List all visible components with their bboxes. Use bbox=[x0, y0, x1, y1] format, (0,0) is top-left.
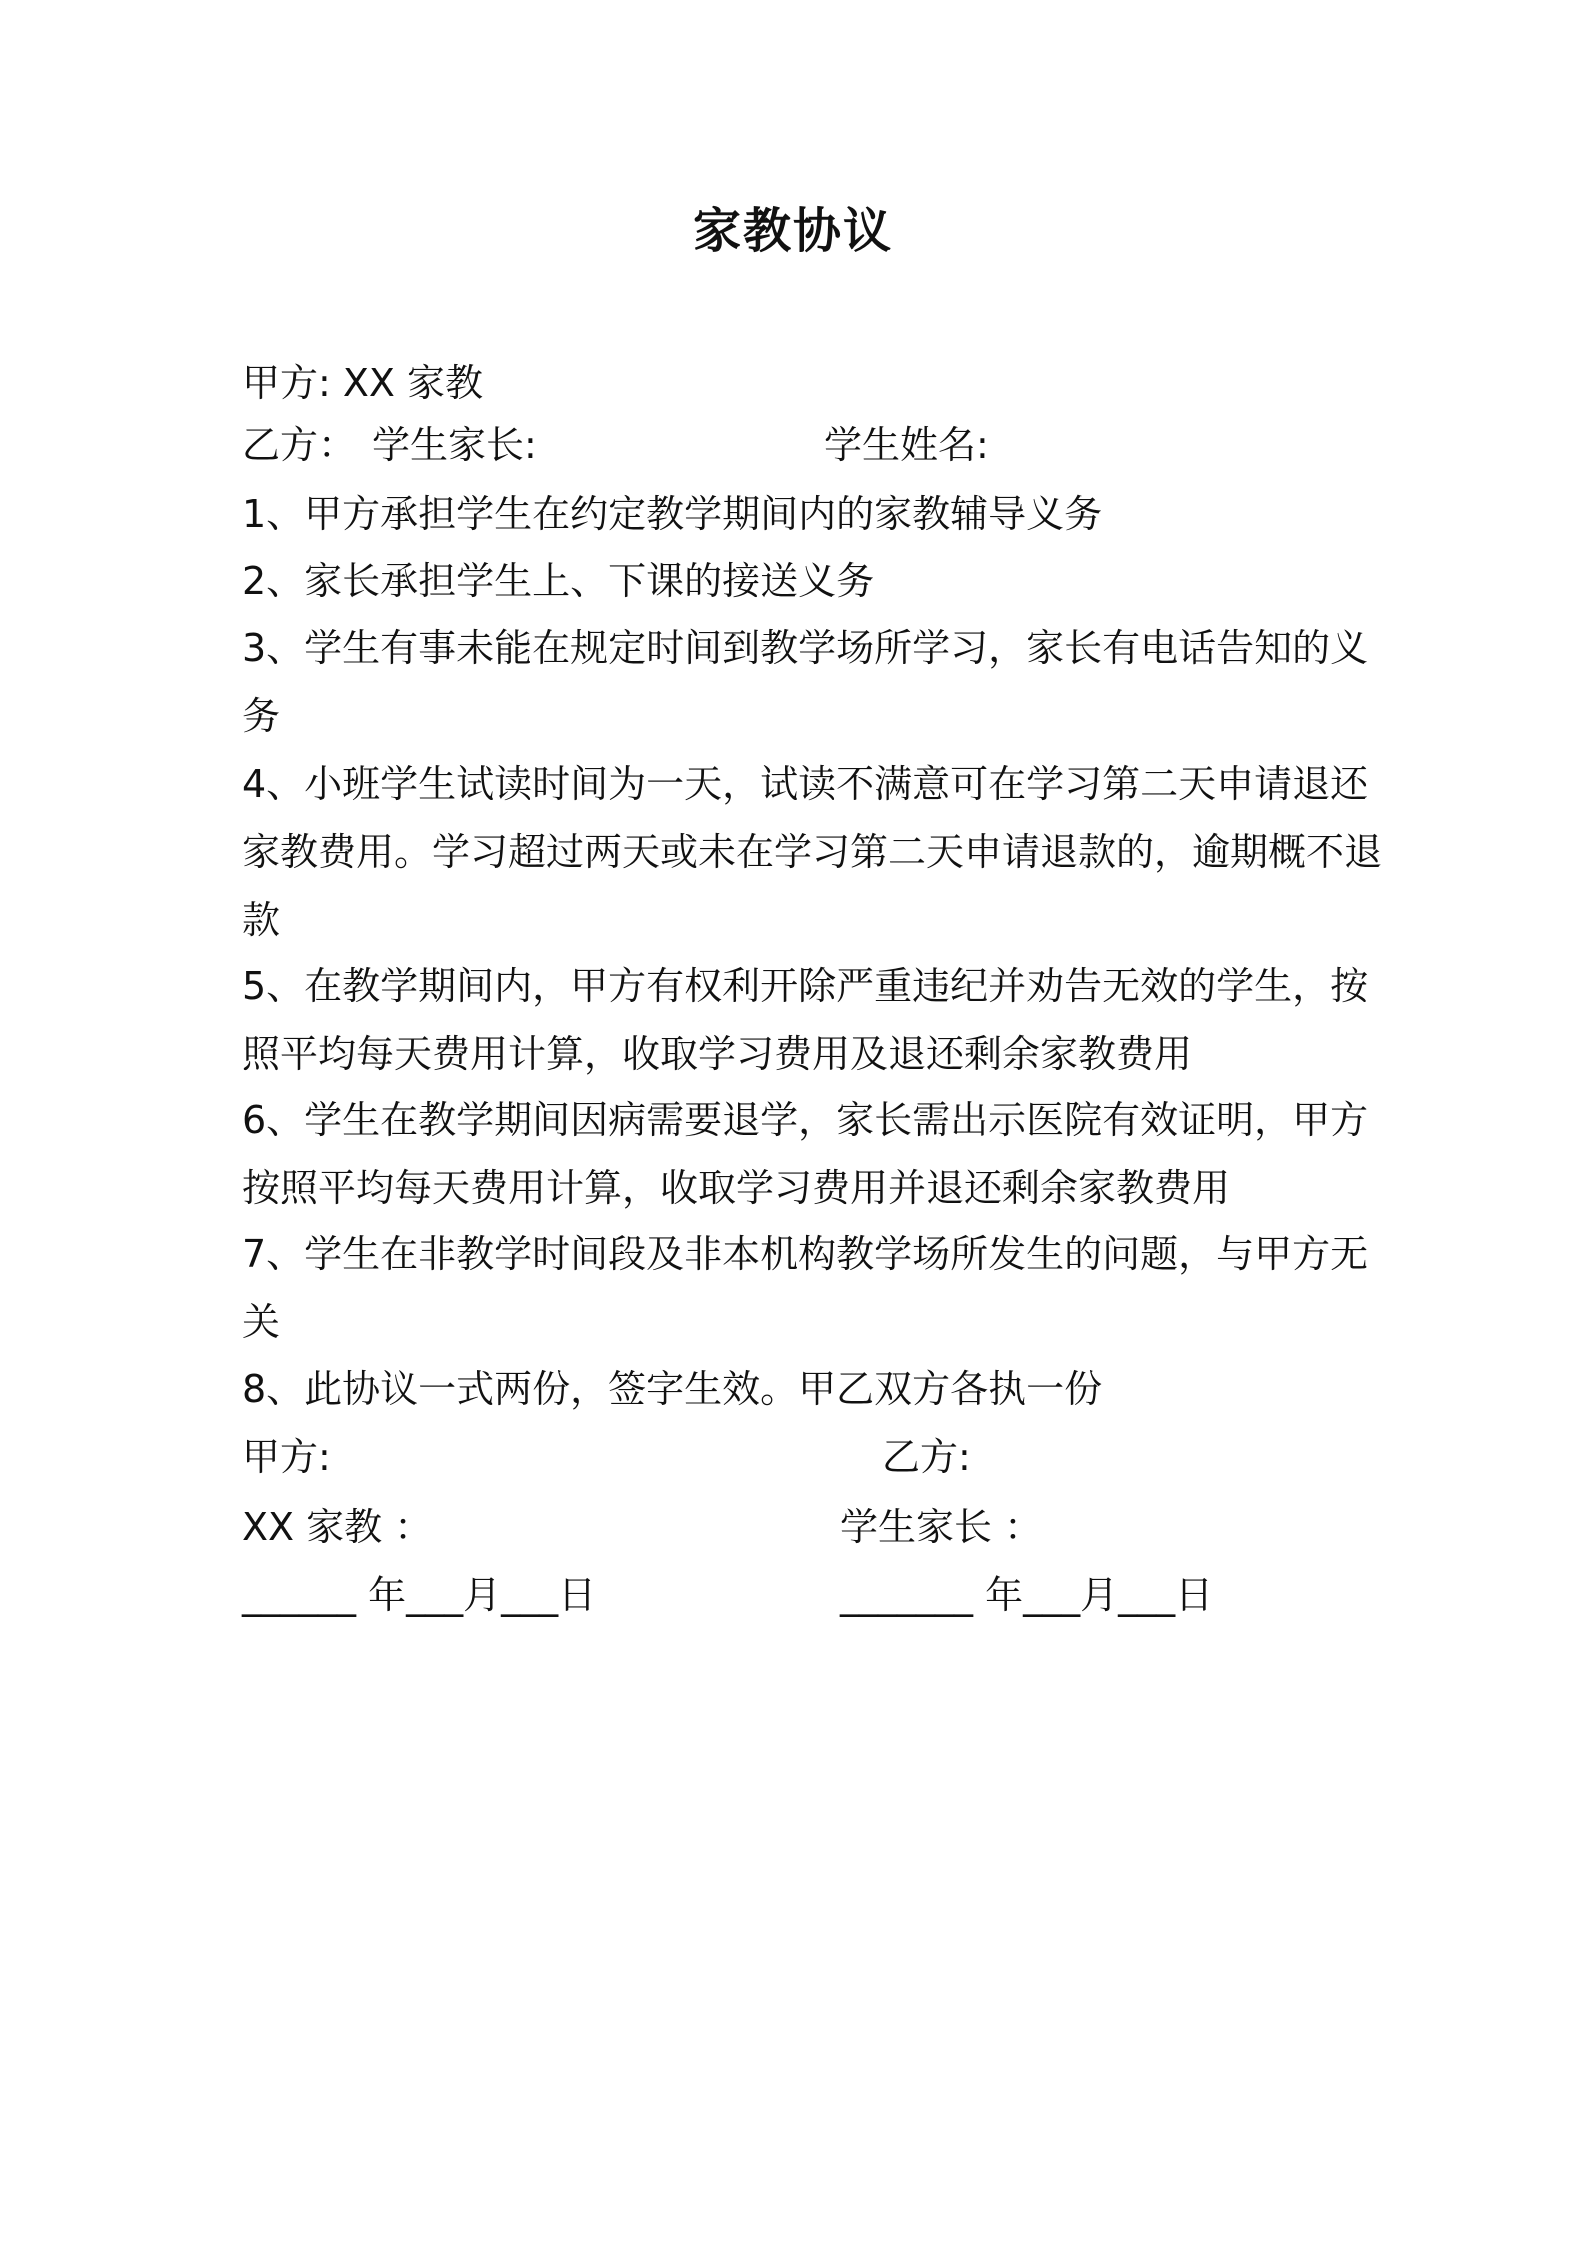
clause-line: 4、小班学生试读时间为一天，试读不满意可在学习第二天申请退还 bbox=[242, 762, 1369, 806]
clause-line: 务 bbox=[242, 694, 281, 738]
clause-6 bbox=[242, 1086, 1369, 1222]
clause-line: 5、在教学期间内，甲方有权利开除严重违纪并劝告无效的学生，按 bbox=[242, 964, 1369, 1008]
signature-party-b-sign: 学生家长 ： bbox=[840, 1505, 1043, 1549]
document-title: 家教协议 bbox=[692, 203, 893, 259]
parent-label: 学生家长: bbox=[372, 423, 537, 467]
clause-line: 家教费用。学习超过两天或未在学习第二天申请退款的，逾期概不退 bbox=[242, 830, 1383, 874]
signature-party-a-sign: XX 家教 ： bbox=[242, 1505, 433, 1549]
clause-line: 3、学生有事未能在规定时间到教学场所学习，家长有电话告知的义 bbox=[242, 626, 1369, 670]
clause-line: 6、学生在教学期间因病需要退学，家长需出示医院有效证明，甲方 bbox=[242, 1098, 1369, 1142]
clause-line: 款 bbox=[242, 898, 281, 942]
clause-8 bbox=[242, 1355, 1362, 1423]
clause-line: 按照平均每天费用计算，收取学习费用并退还剩余家教费用 bbox=[242, 1166, 1231, 1210]
clause-5 bbox=[242, 952, 1369, 1088]
signature-party-b-label: 乙方: bbox=[882, 1435, 971, 1479]
clause-7 bbox=[242, 1220, 1369, 1356]
party-b-label: 乙方： bbox=[242, 423, 357, 467]
party-a-line: 甲方: XX 家教 bbox=[242, 361, 484, 405]
clause-4 bbox=[242, 750, 1383, 954]
clause-3 bbox=[242, 614, 1369, 750]
clause-line: 8、此协议一式两份，签字生效。甲乙双方各执一份 bbox=[242, 1367, 1103, 1411]
clause-line: 1、甲方承担学生在约定教学期间内的家教辅导义务 bbox=[242, 492, 1103, 536]
clause-1 bbox=[242, 480, 1362, 548]
clause-2 bbox=[242, 547, 1362, 615]
clause-line: 照平均每天费用计算，收取学习费用及退还剩余家教费用 bbox=[242, 1032, 1193, 1076]
clause-line: 关 bbox=[242, 1300, 281, 1344]
signature-party-b-date: _______ 年___月___日 bbox=[840, 1573, 1214, 1617]
signature-party-a-date: ______ 年___月___日 bbox=[242, 1573, 597, 1617]
student-name-label: 学生姓名: bbox=[824, 423, 989, 467]
clause-line: 7、学生在非教学时间段及非本机构教学场所发生的问题，与甲方无 bbox=[242, 1232, 1369, 1276]
signature-party-a-label: 甲方: bbox=[242, 1435, 331, 1479]
clause-line: 2、家长承担学生上、下课的接送义务 bbox=[242, 559, 875, 603]
